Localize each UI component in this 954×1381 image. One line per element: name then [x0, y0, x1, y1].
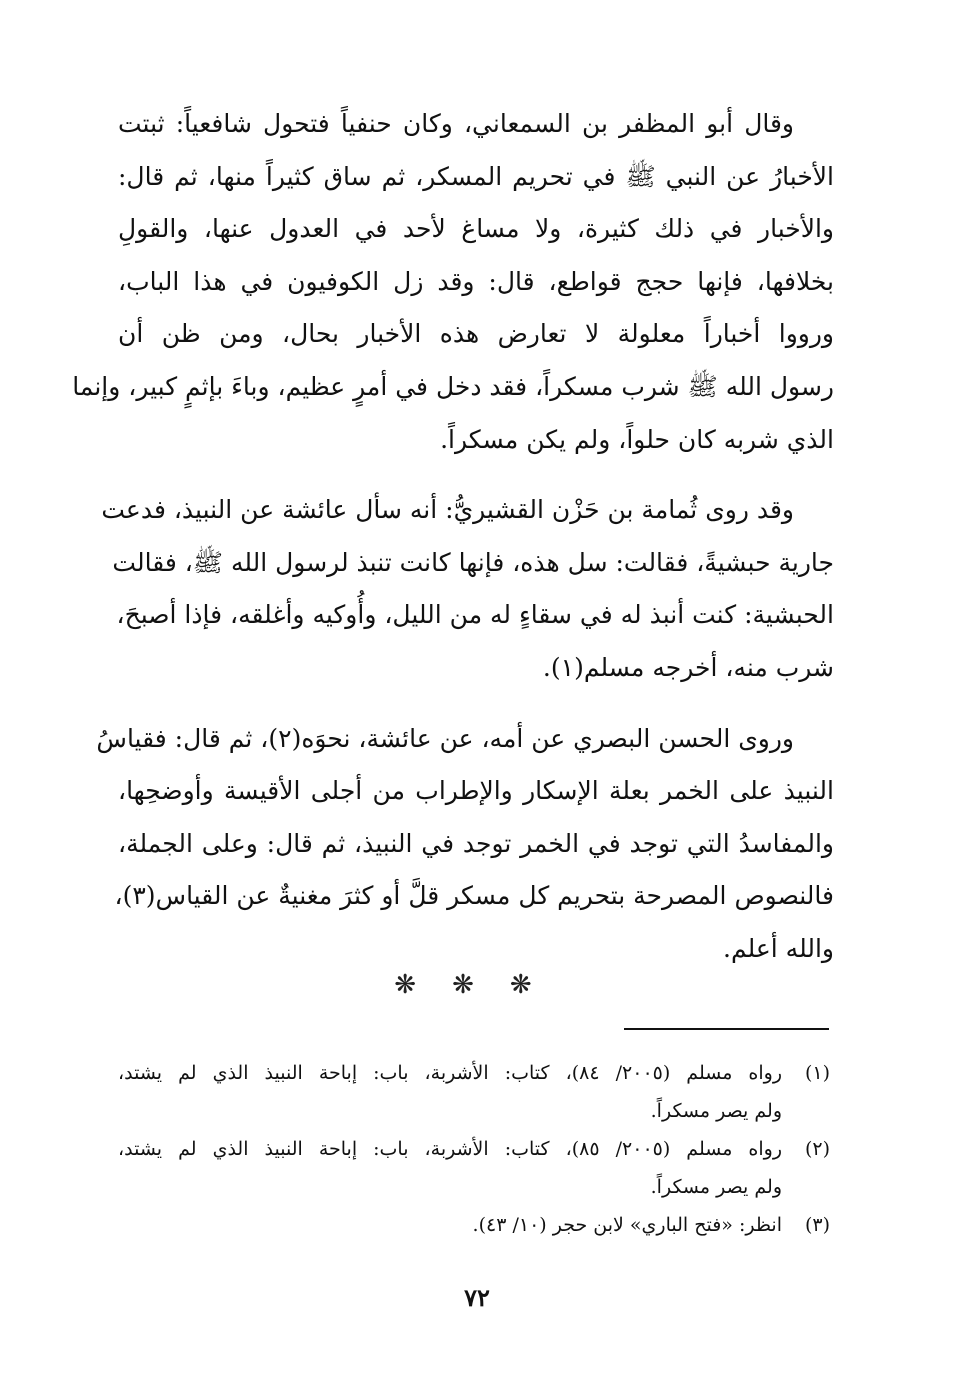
text-line: جارية حبشيةً، فقالت: سل هذه، فإنها كانت تنبذ لرسول الله ﷺ، فقالت	[112, 547, 834, 577]
footnote-text	[118, 1130, 782, 1206]
text-line: والأخبار في ذلك كثيرة، ولا مساغ لأحد في العدول عنها، والقولِ	[118, 214, 834, 244]
asterism-icon: ❋	[394, 970, 445, 1000]
page-number: ٧٢	[464, 1283, 490, 1312]
asterism-icon: ❋	[509, 970, 560, 1000]
paragraph	[101, 484, 834, 694]
text-line: بخلافها، فإنها حجج قواطع، قال: وقد زل الكوفيون في هذا الباب،	[118, 266, 834, 296]
footnote-line: رواه مسلم (٢٠٠٥/ ٨٥)، كتاب: الأشربة، باب: إباحة النبيذ الذي لم يشتد،	[118, 1138, 782, 1160]
text-line: والله أعلم.	[723, 933, 834, 963]
footnote-number: (١)	[804, 1062, 830, 1084]
section-separator	[0, 970, 954, 1000]
footnote-text	[118, 1054, 782, 1130]
text-line: النبيذ على الخمر بعلة الإسكار والإطراب من أجلى الأقيسة وأوضحِها،	[118, 776, 834, 806]
footnote	[118, 1130, 830, 1206]
footnotes	[118, 1054, 830, 1244]
footnote-text	[118, 1206, 782, 1244]
main-text	[72, 98, 834, 994]
text-line: وقال أبو المظفر بن السمعاني، وكان حنفياً فتحول شافعياً: ثبتت	[118, 109, 794, 138]
text-line: وروى الحسن البصري عن أمه، عن عائشة، نحوَه(٢)، ثم قال: فقياسُ	[96, 723, 794, 753]
text-line: شرب منه، أخرجه مسلم(١).	[542, 652, 834, 682]
text-line: وقد روى ثُمامة بن حَزْن القشيريُّ: أنه سأل عائشة عن النبيذ، فدعت	[101, 495, 794, 525]
paragraph	[72, 98, 834, 466]
footnote-line: ولم يصر مسكراً.	[650, 1176, 782, 1198]
footnote	[118, 1206, 830, 1244]
text-line: الحبشية: كنت أنبذ له في سقاءٍ له من الليل، وأُوكيه وأغلقه، فإذا أصبحَ،	[116, 600, 834, 630]
footnote-line: ولم يصر مسكراً.	[650, 1100, 782, 1122]
footnote-number: (٢)	[804, 1138, 830, 1160]
footnote-number: (٣)	[804, 1214, 830, 1236]
text-line: الأخبارُ عن النبي ﷺ في تحريم المسكر، ثم ساق كثيراً منها، ثم قال:	[118, 161, 834, 191]
paragraph	[96, 713, 834, 976]
text-line: والمفاسدُ التي توجد في الخمر توجد في النبيذ، ثم قال: وعلى الجملة،	[118, 828, 834, 858]
text-line: الذي شربه كان حلواً، ولم يكن مسكراً.	[440, 424, 834, 454]
text-line: رسول الله ﷺ شرب مسكراً، فقد دخل في أمرٍ عظيم، وباءَ بإثمٍ كبير، وإنما	[72, 371, 834, 401]
asterism-icon: ❋	[452, 970, 502, 1000]
text-line: ورووا أخباراً معلولة لا تعارض هذه الأخبار بحال، ومن ظن أن	[118, 319, 834, 349]
footnote	[118, 1054, 830, 1130]
footnote-line: رواه مسلم (٢٠٠٥/ ٨٤)، كتاب: الأشربة، باب: إباحة النبيذ الذي لم يشتد،	[118, 1062, 782, 1084]
text-line: فالنصوص المصرحة بتحريم كل مسكر قلَّ أو كثرَ مغنيةٌ عن القياس(٣)،	[114, 881, 834, 911]
footnote-line: انظر: «فتح الباري» لابن حجر (١٠/ ٤٣).	[472, 1214, 782, 1236]
footnote-divider	[624, 1028, 829, 1030]
